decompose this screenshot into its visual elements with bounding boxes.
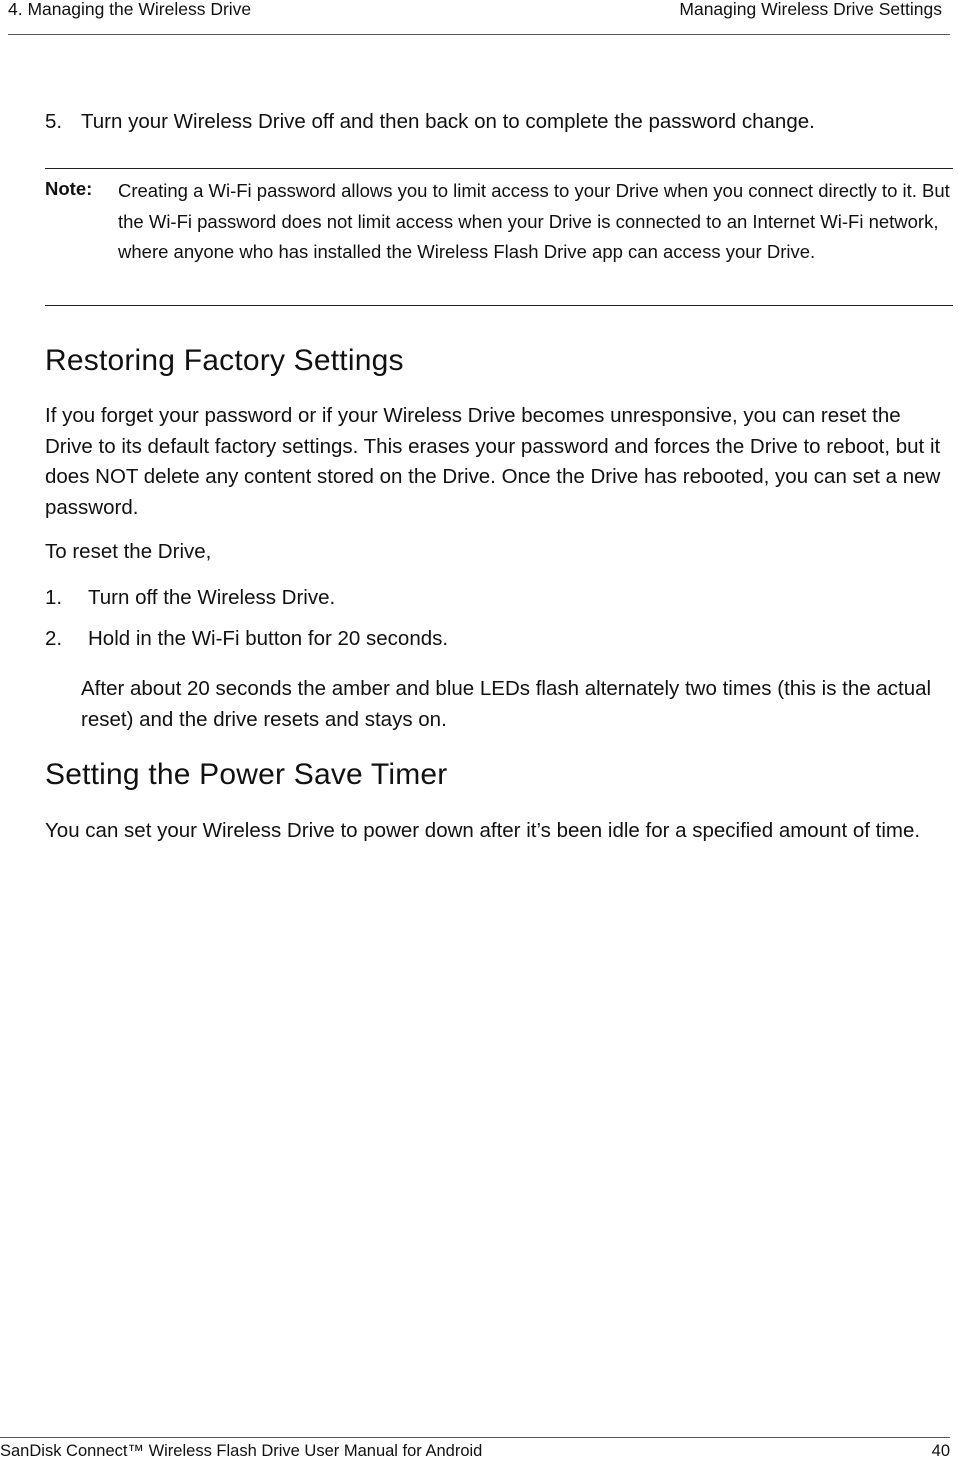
list-item-text: Turn off the Wireless Drive.: [88, 586, 336, 609]
note-box: [45, 168, 953, 306]
note-label: Note:: [45, 178, 93, 199]
heading-power-save-timer: Setting the Power Save Timer: [45, 758, 448, 791]
page-footer: [0, 1437, 950, 1462]
step-text: Turn your Wireless Drive off and then back on to complete the password change.: [81, 110, 815, 133]
reset-result-paragraph: After about 20 seconds the amber and blue LEDs flash alternately two times (this is the actual reset) and the drive resets and stays on.: [81, 677, 932, 731]
list-item-number: 2.: [45, 627, 63, 650]
section-title: Managing Wireless Drive Settings: [679, 0, 942, 19]
chapter-title: 4. Managing the Wireless Drive: [8, 0, 252, 19]
page-header: [8, 0, 950, 35]
manual-title: SanDisk Connect™ Wireless Flash Drive User Manual for Android: [0, 1442, 483, 1460]
restoring-paragraph: If you forget your password or if your Wireless Drive becomes unresponsive, you can reset the Drive to its default factory settings. This erases your password and forces the Drive to reboot, but it does NOT delete any content stored on the Drive. Once the Drive has rebooted, you can set a new password.: [45, 404, 941, 519]
power-save-paragraph: You can set your Wireless Drive to power down after it’s been idle for a specified amount of time.: [45, 819, 921, 842]
reset-intro: To reset the Drive,: [45, 540, 212, 563]
list-item-number: 1.: [45, 586, 63, 609]
step-number: 5.: [45, 110, 63, 133]
page-number: 40: [931, 1442, 950, 1460]
note-text: Creating a Wi-Fi password allows you to limit access to your Drive when you connect directly to it. But the Wi-Fi password does not limit access when your Drive is connected to an Internet Wi-Fi network, where anyone who has installed the Wireless Flash Drive app can access your Drive.: [118, 180, 950, 262]
heading-restoring-factory-settings: Restoring Factory Settings: [45, 344, 404, 377]
list-item-text: Hold in the Wi-Fi button for 20 seconds.: [88, 627, 449, 650]
